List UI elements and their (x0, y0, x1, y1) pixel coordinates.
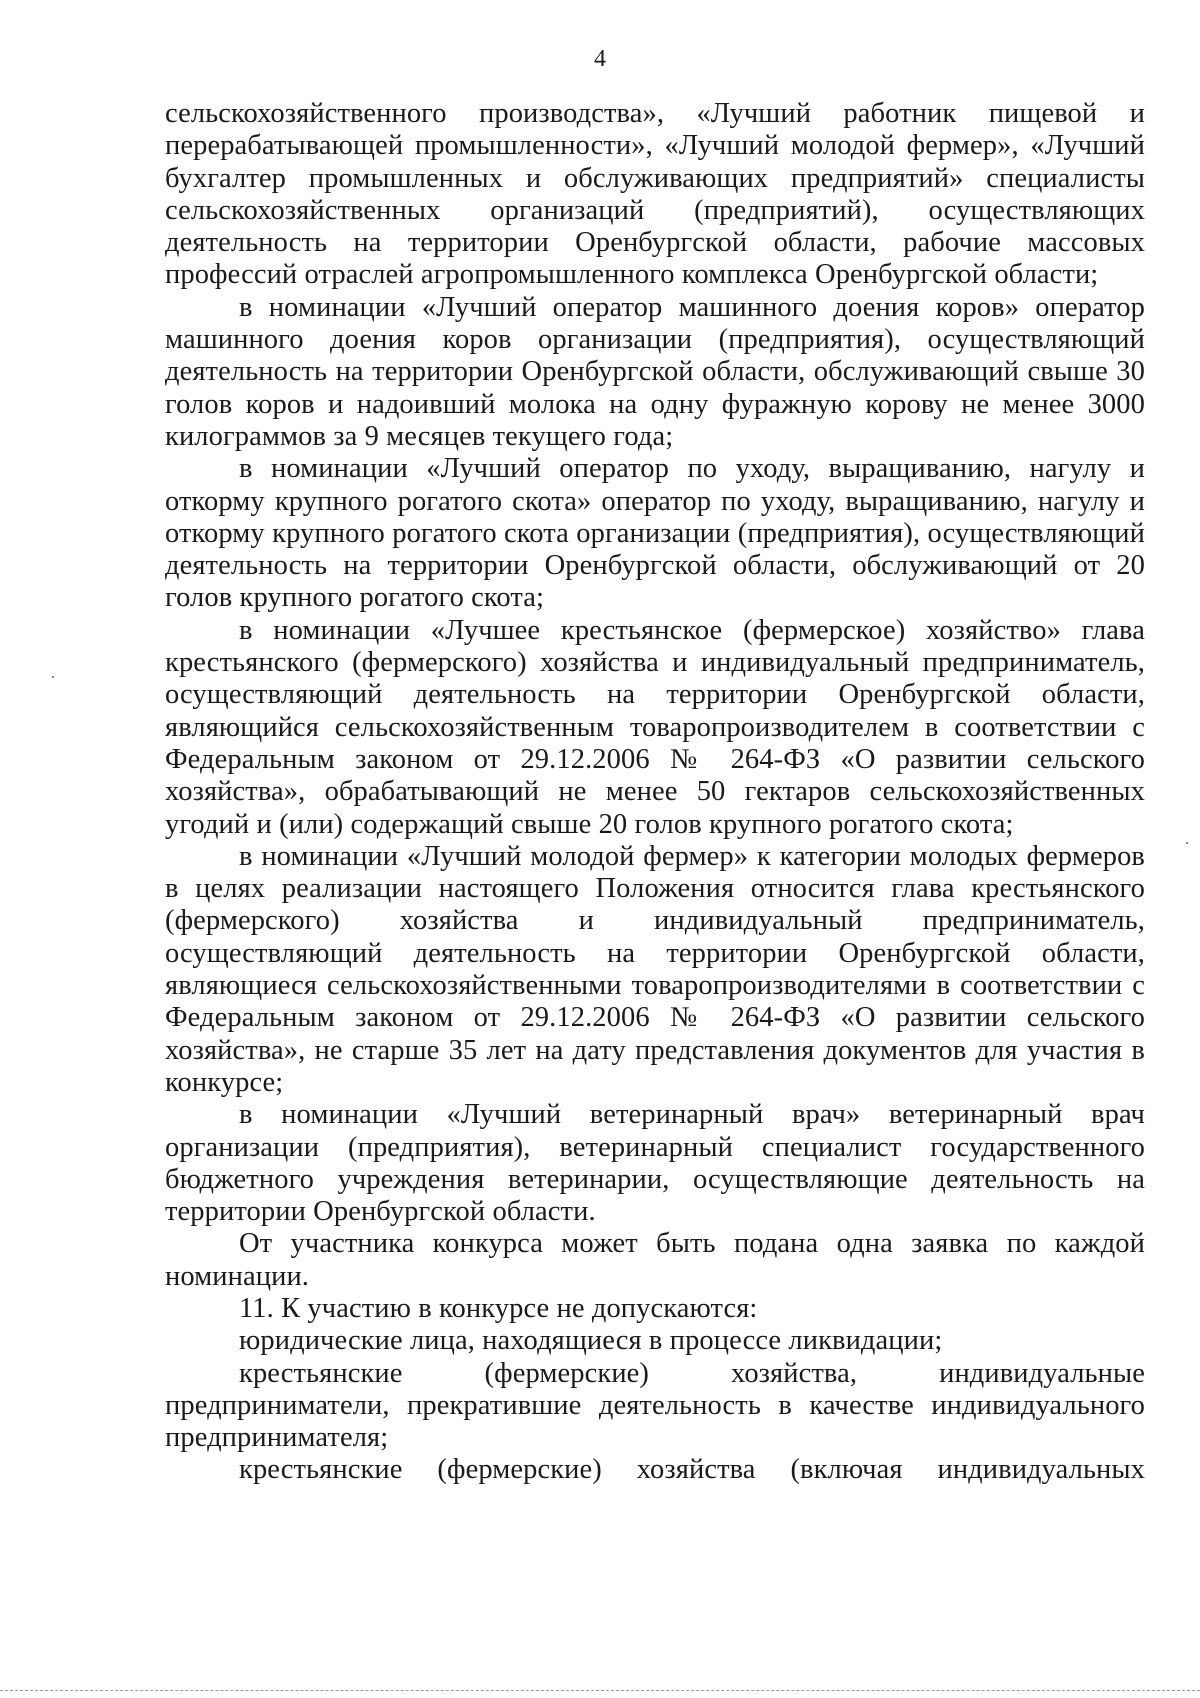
paragraph-ceased-activity: крестьянские (фермерские) хозяйства, индивидуальные предприниматели, прекратившие деятельность в качестве индивидуального предпринимателя; (165, 1357, 1145, 1454)
paragraph-farms-including: крестьянские (фермерские) хозяйства (включая индивидуальных (239, 1454, 1145, 1486)
paragraph-veterinarian: в номинации «Лучший ветеринарный врач» ветеринарный врач организации (предприятия), ветеринарный специалист государственного бюджетного учреждения ветеринарии, осуществляющие деятельность на территории Оренбургской области. (165, 1099, 1145, 1228)
scan-edge-line (0, 1690, 1200, 1691)
paragraph-one-application: От участника конкурса может быть подана одна заявка по каждой номинации. (165, 1228, 1145, 1292)
paragraph-best-farm: в номинации «Лучшее крестьянское (фермерское) хозяйство» глава крестьянского (фермерского) хозяйства и индивидуальный предприниматель, осуществляющий деятельность на территории Оренбургской области, являющийся сельскохозяйственным товаропроизводителем в соответствии с Федеральным законом от 29.12.2006 № 264-ФЗ «О развитии сельского хозяйства», обрабатывающий не менее 50 гектаров сельскохозяйственных угодий и (или) содержащий свыше 20 голов крупного рогатого скота; (165, 614, 1145, 840)
paragraph-milking-operator: в номинации «Лучший оператор машинного доения коров» оператор машинного доения коров организации (предприятия), осуществляющий деятельность на территории Оренбургской области, обслуживающий свыше 30 голов коров и надоивший молока на одну фуражную корову не менее 3000 килограммов за 9 месяцев текущего года; (165, 291, 1145, 452)
paragraph-nominations-continued: сельскохозяйственного производства», «Лучший работник пищевой и перерабатывающей промышленности», «Лучший молодой фермер», «Лучший бухгалтер промышленных и обслуживающих предприятий» специалисты сельскохозяйственных организаций (предприятий), осуществляющих деятельность на территории Оренбургской области, рабочие массовых профессий отраслей агропромышленного комплекса Оренбургской области; (165, 98, 1145, 291)
scan-mark (52, 676, 54, 678)
page-number: 4 (594, 46, 606, 72)
document-body (165, 98, 1145, 1487)
paragraph-clause-11: 11. К участию в конкурсе не допускаются: (239, 1292, 758, 1324)
scan-mark (1186, 842, 1188, 844)
paragraph-liquidation: юридические лица, находящиеся в процессе ликвидации; (239, 1325, 943, 1357)
paragraph-cattle-operator: в номинации «Лучший оператор по уходу, выращиванию, нагулу и откорму крупного рогатого скота» оператор по уходу, выращиванию, нагулу и откорму крупного рогатого скота организации (предприятия), осуществляющий деятельность на территории Оренбургской области, обслуживающий от 20 голов крупного рогатого скота; (165, 453, 1145, 614)
paragraph-young-farmer: в номинации «Лучший молодой фермер» к категории молодых фермеров в целях реализации настоящего Положения относится глава крестьянского (фермерского) хозяйства и индивидуальный предприниматель, осуществляющий деятельность на территории Оренбургской области, являющиеся сельскохозяйственными товаропроизводителями в соответствии с Федеральным законом от 29.12.2006 № 264-ФЗ «О развитии сельского хозяйства», не старше 35 лет на дату представления документов для участия в конкурсе; (165, 840, 1145, 1098)
